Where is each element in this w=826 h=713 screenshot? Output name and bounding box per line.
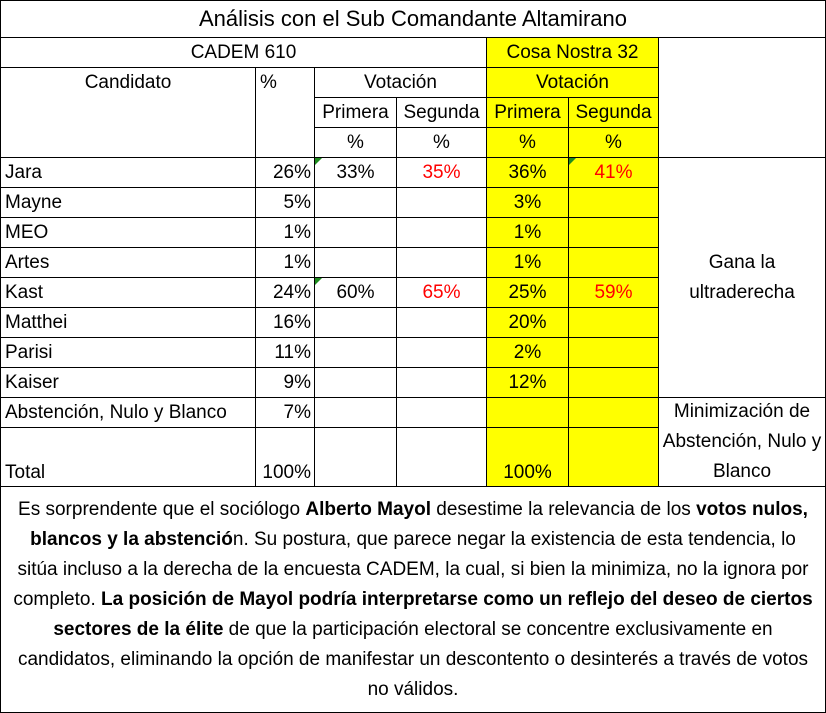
cadem-segunda-value: 65%	[396, 277, 487, 308]
cn-segunda-value	[568, 367, 659, 398]
side-note-minimizacion: Minimización de Abstención, Nulo y Blanco	[658, 397, 826, 487]
cn-primera-value	[486, 397, 569, 428]
total-cadem-segunda	[396, 427, 487, 487]
candidate-name: Mayne	[0, 187, 256, 218]
candidate-name: Kast	[0, 277, 256, 308]
cadem-percent: 9%	[255, 367, 315, 398]
cadem-primera-value: 60%	[314, 277, 397, 308]
cn-segunda-value	[568, 397, 659, 428]
cn-segunda-value: 41%	[568, 157, 659, 188]
cadem-primera-value	[314, 367, 397, 398]
cadem-percent: 26%	[255, 157, 315, 188]
cadem-primera-value	[314, 187, 397, 218]
total-cn-segunda	[568, 427, 659, 487]
cadem-primera-value	[314, 247, 397, 278]
paragraph-text: Es sorprendente que el sociólogo	[18, 499, 306, 520]
cadem-segunda-value	[396, 397, 487, 428]
cn-segunda-value	[568, 337, 659, 368]
cn-segunda-unit: %	[568, 127, 659, 158]
cn-primera-value: 2%	[486, 337, 569, 368]
cadem-segunda-value: 35%	[396, 157, 487, 188]
total-cadem-primera	[314, 427, 397, 487]
cn-primera-value: 1%	[486, 247, 569, 278]
cadem-primera-unit: %	[314, 127, 397, 158]
comment-marker-icon	[315, 278, 322, 285]
cadem-primera-value	[314, 307, 397, 338]
candidate-name: Abstención, Nulo y Blanco	[0, 397, 256, 428]
cn-primera-value: 12%	[486, 367, 569, 398]
votacion-cn-header: Votación	[486, 67, 659, 98]
cadem-segunda-unit: %	[396, 127, 487, 158]
paragraph-bold: La posición de Mayol podría interpretarse como un reflejo del deseo de ciertos sectores de la élite	[53, 589, 813, 640]
cn-segunda-header: Segunda	[568, 97, 659, 128]
cn-segunda-value: 59%	[568, 277, 659, 308]
commentary-paragraph	[0, 486, 826, 713]
cadem-primera-value	[314, 217, 397, 248]
cadem-primera-header: Primera	[314, 97, 397, 128]
cn-primera-header: Primera	[486, 97, 569, 128]
candidate-name: Jara	[0, 157, 256, 188]
cn-primera-unit: %	[486, 127, 569, 158]
paragraph-bold: votos nulos, blancos y la abstenció	[30, 499, 808, 550]
paragraph-text: de que la participación electoral se concentre exclusivamente en candidatos, eliminando la opción de manifestar un descontento o desinterés a través de votos no válidos.	[17, 619, 809, 700]
cadem-percent: 1%	[255, 247, 315, 278]
comment-marker-icon	[315, 158, 322, 165]
candidate-name: Artes	[0, 247, 256, 278]
cadem-percent: 16%	[255, 307, 315, 338]
candidate-name: Kaiser	[0, 367, 256, 398]
table-title: Análisis con el Sub Comandante Altamirano	[0, 0, 826, 38]
cn-primera-value: 25%	[486, 277, 569, 308]
cadem-header: CADEM 610	[0, 37, 487, 68]
cadem-percent: 1%	[255, 217, 315, 248]
percent-header: %	[255, 67, 315, 158]
cadem-segunda-value	[396, 367, 487, 398]
candidate-header: Candidato	[0, 67, 256, 158]
cosa-nostra-header: Cosa Nostra 32	[486, 37, 659, 68]
cadem-segunda-value	[396, 307, 487, 338]
candidate-name: Parisi	[0, 337, 256, 368]
cadem-percent: 24%	[255, 277, 315, 308]
total-cadem-percent: 100%	[255, 427, 315, 487]
comment-marker-icon	[569, 158, 576, 165]
side-note-gana: Gana la ultraderecha	[658, 157, 826, 398]
cn-primera-value: 36%	[486, 157, 569, 188]
candidate-name: Matthei	[0, 307, 256, 338]
total-label: Total	[0, 427, 256, 487]
total-cn-primera: 100%	[486, 427, 569, 487]
side-header-empty	[658, 37, 826, 158]
paragraph-bold: Alberto Mayol	[305, 499, 431, 520]
cadem-percent: 5%	[255, 187, 315, 218]
cadem-primera-value	[314, 337, 397, 368]
cadem-percent: 11%	[255, 337, 315, 368]
cn-segunda-value	[568, 187, 659, 218]
cadem-segunda-value	[396, 217, 487, 248]
paragraph-text: desestime la relevancia de los	[430, 499, 697, 520]
cn-primera-value: 1%	[486, 217, 569, 248]
cadem-segunda-header: Segunda	[396, 97, 487, 128]
cadem-percent: 7%	[255, 397, 315, 428]
paragraph-text: n. Su postura, que parece negar la existencia de esta tendencia, lo sitúa incluso a la derecha de la encuesta CADEM, la cual, si bien la minimiza, no la ignora por completo.	[13, 529, 809, 610]
candidate-name: MEO	[0, 217, 256, 248]
cadem-segunda-value	[396, 337, 487, 368]
cn-segunda-value	[568, 217, 659, 248]
cn-segunda-value	[568, 247, 659, 278]
cadem-segunda-value	[396, 247, 487, 278]
cadem-segunda-value	[396, 187, 487, 218]
cn-primera-value: 3%	[486, 187, 569, 218]
cadem-primera-value: 33%	[314, 157, 397, 188]
cn-primera-value: 20%	[486, 307, 569, 338]
cn-segunda-value	[568, 307, 659, 338]
votacion-cadem-header: Votación	[314, 67, 487, 98]
cadem-primera-value	[314, 397, 397, 428]
